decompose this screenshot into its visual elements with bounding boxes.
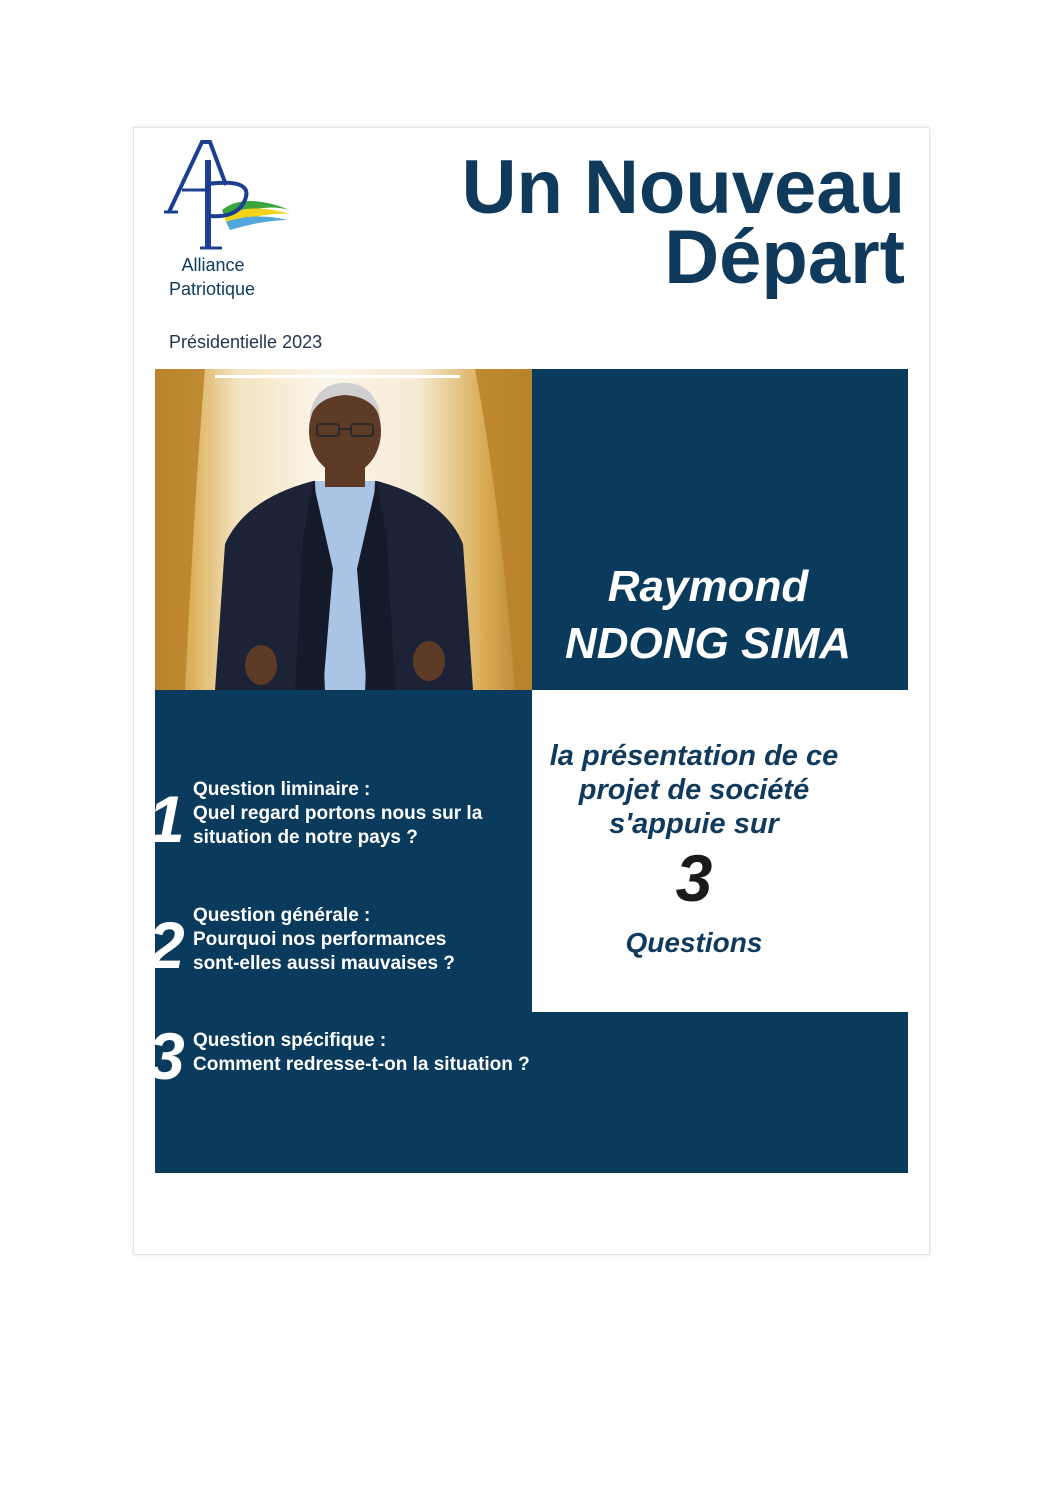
question-heading: Question spécifique : [193, 1030, 387, 1051]
candidate-photo [155, 369, 532, 690]
candidate-figure [155, 369, 532, 690]
question-text-line: sont-elles aussi mauvaises ? [193, 953, 455, 974]
question-number: 2 [148, 908, 185, 982]
headline-line-2: Départ [664, 215, 905, 300]
question-text-line: Comment redresse-t-on la situation ? [193, 1054, 530, 1075]
intro-line-3: s'appuie sur [609, 808, 779, 840]
ap-logo-mark [164, 140, 294, 255]
question-number: 3 [148, 1019, 185, 1093]
election-label: Présidentielle 2023 [169, 332, 323, 352]
logo-text-alliance: Alliance [181, 255, 245, 275]
question-heading: Question liminaire : [193, 779, 371, 800]
headline-line-1: Un Nouveau [461, 145, 905, 230]
question-number: 1 [148, 782, 185, 856]
intro-line-2: projet de société [578, 774, 810, 806]
poster-card [133, 127, 930, 1255]
intro-box [532, 690, 908, 1012]
questions-word: Questions [625, 927, 763, 958]
logo-text-patriotique: Patriotique [168, 279, 256, 299]
question-count: 3 [675, 841, 713, 915]
intro-line-1: la présentation de ce [549, 740, 839, 772]
candidate-first-name: Raymond [607, 562, 809, 611]
question-text-line: Pourquoi nos performances [193, 929, 447, 950]
question-text-line: situation de notre pays ? [193, 827, 418, 848]
photo-top-bar [215, 375, 460, 378]
alliance-patriotique-logo [164, 140, 294, 250]
question-text-line: Quel regard portons nous sur la [193, 803, 483, 824]
candidate-last-name: NDONG SIMA [565, 619, 851, 668]
candidate-name-panel [532, 369, 908, 690]
question-heading: Question générale : [193, 905, 371, 926]
